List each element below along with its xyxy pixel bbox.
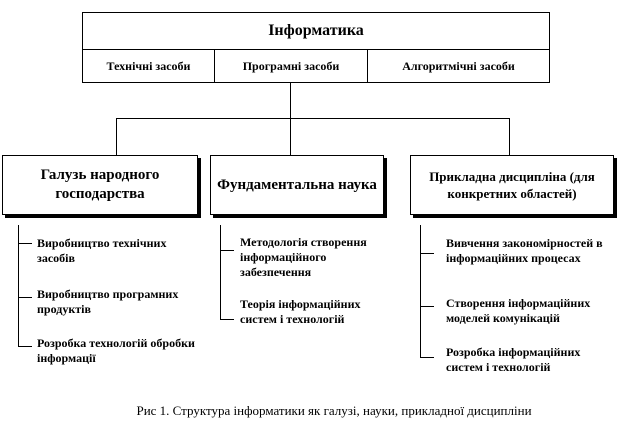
middle-tick-2 [220, 319, 234, 320]
right-item-line [420, 225, 421, 358]
middle-tick-1 [220, 250, 234, 251]
middle-item-line [220, 225, 221, 320]
section-technical: Технічні засоби [106, 58, 191, 73]
connector-right [509, 118, 510, 155]
branch-economy-box [2, 155, 198, 215]
figure-caption: Рис 1. Структура інформатики як галузі, науки, прикладної дисципліни [136, 403, 532, 418]
left-tick-1 [18, 243, 32, 244]
section-algorithmic: Алгоритмічні засоби [402, 58, 515, 73]
science-item-1: Методологія створення інформаційного забезпечення [240, 235, 367, 279]
applied-item-2: Створення інформаційних моделей комунікацій [446, 296, 591, 325]
branch-science-box [210, 155, 384, 215]
branch-economy-title: Галузь народного господарства [40, 167, 160, 202]
economy-item-1: Виробництво технічних засобів [37, 236, 167, 265]
applied-item-3: Розробка інформаційних систем і технологій [446, 345, 581, 374]
economy-item-2: Виробництво програмних продуктів [37, 287, 179, 316]
section-software: Програмні засоби [242, 58, 340, 73]
branch-applied-title: Прикладна дисципліна (для конкретних областей) [429, 169, 595, 201]
right-tick-3 [420, 357, 434, 358]
connector-left [116, 118, 117, 155]
left-tick-2 [18, 297, 32, 298]
connector-bar [116, 118, 509, 119]
left-tick-3 [18, 346, 32, 347]
informatics-title: Інформатика [268, 22, 364, 39]
right-tick-2 [420, 306, 434, 307]
applied-item-1: Вивчення закономірностей в інформаційних процесах [446, 236, 603, 265]
science-item-2: Теорія інформаційних систем і технологій [240, 297, 361, 326]
connector-middle [290, 118, 291, 155]
branch-science-title: Фундаментальна наука [217, 176, 377, 193]
right-tick-1 [420, 253, 434, 254]
economy-item-3: Розробка технологій обробки інформації [37, 336, 195, 365]
branch-applied-box [410, 155, 614, 215]
connector-trunk [290, 83, 291, 118]
informatics-box [82, 12, 550, 83]
